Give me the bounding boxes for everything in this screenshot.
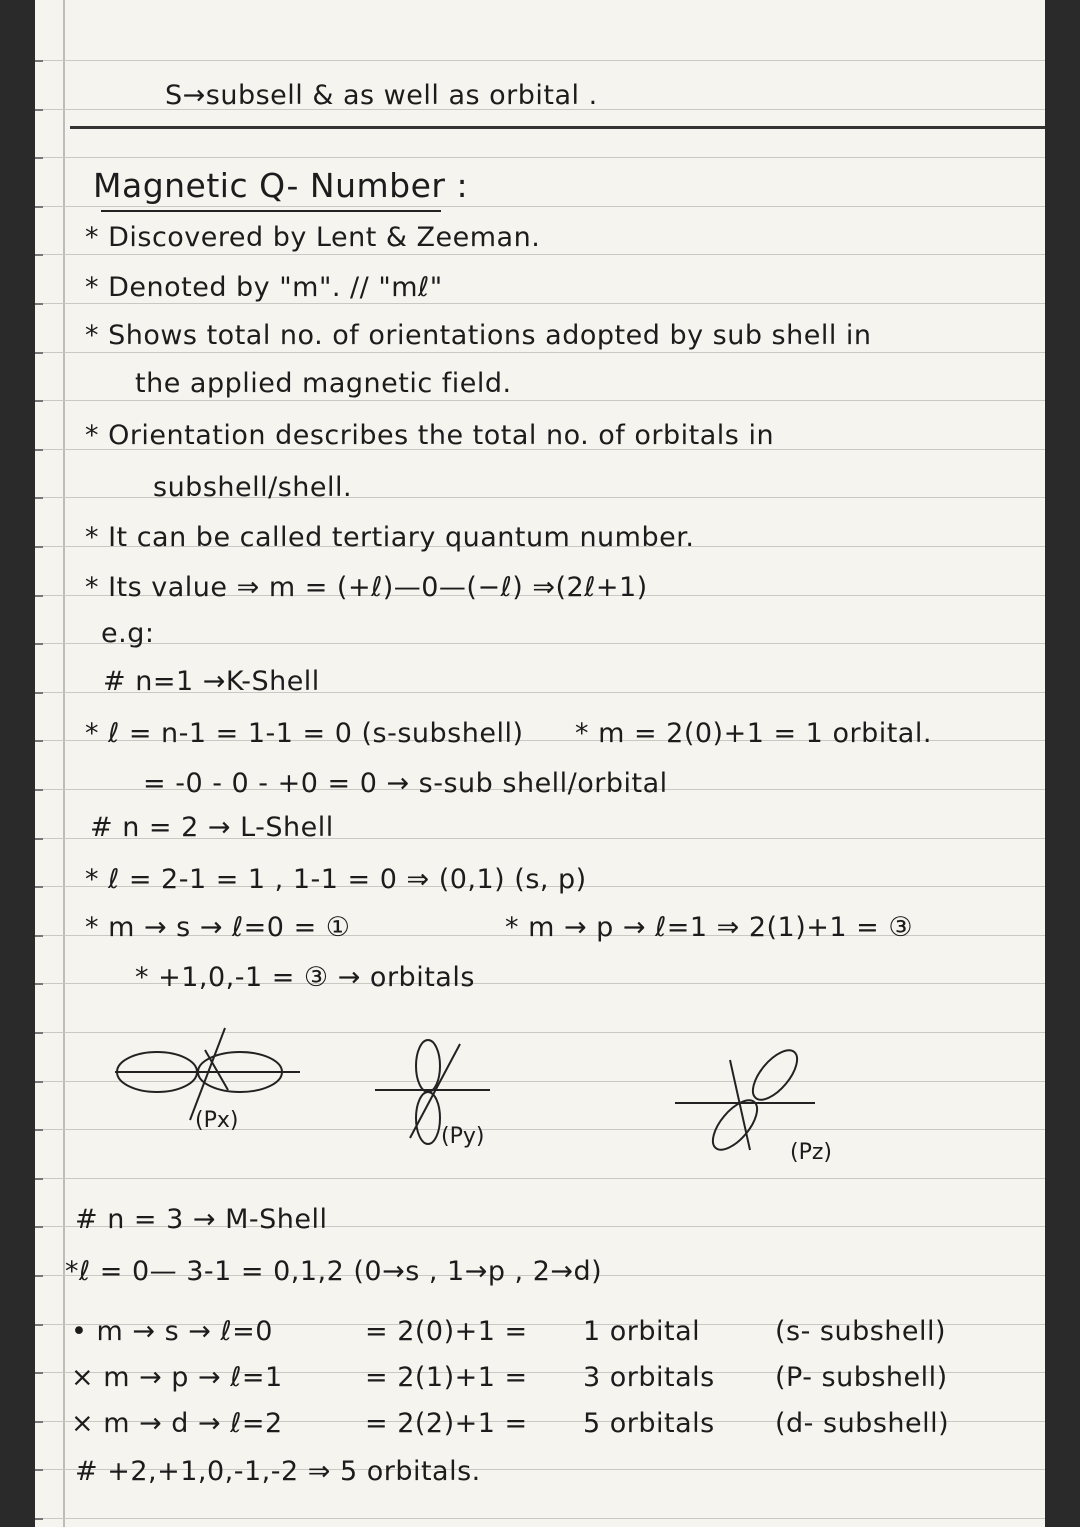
notebook-page	[35, 0, 1045, 1527]
binding-mark	[35, 206, 43, 208]
n1-l-line: * ℓ = n-1 = 1-1 = 0 (s-subshell)	[85, 718, 524, 749]
point-tertiary: * It can be called tertiary quantum number.	[85, 522, 695, 553]
binding-mark	[35, 109, 43, 111]
ruled-line	[35, 1518, 1045, 1519]
binding-mark	[35, 1372, 43, 1374]
n3-l-line: *ℓ = 0— 3-1 = 0,1,2 (0→s , 1→p , 2→d)	[65, 1256, 603, 1287]
binding-mark	[35, 254, 43, 256]
n3-row-count: 1 orbital	[583, 1316, 701, 1347]
binding-mark	[35, 886, 43, 888]
binding-mark	[35, 1324, 43, 1326]
binding-mark	[35, 157, 43, 159]
example-label: e.g:	[101, 618, 155, 649]
binding-mark	[35, 400, 43, 402]
binding-mark	[35, 983, 43, 985]
point-value: * Its value ⇒ m = (+ℓ)—0—(−ℓ) ⇒(2ℓ+1)	[85, 572, 648, 603]
binding-mark	[35, 740, 43, 742]
binding-mark	[35, 692, 43, 694]
binding-mark	[35, 60, 43, 62]
point-orientation: * Orientation describes the total no. of orbitals in	[85, 420, 775, 451]
n3-row-subshell: (P- subshell)	[775, 1362, 948, 1393]
binding-mark	[35, 643, 43, 645]
n3-row-calc: = 2(2)+1 =	[365, 1408, 528, 1439]
n3-header: # n = 3 → M-Shell	[75, 1204, 328, 1235]
binding-mark	[35, 1275, 43, 1277]
n3-row-count: 5 orbitals	[583, 1408, 715, 1439]
py-label: (Py)	[441, 1124, 485, 1149]
n1-header: # n=1 →K-Shell	[103, 666, 320, 697]
ruled-line	[35, 303, 1045, 304]
ruled-line	[35, 400, 1045, 401]
heading-underline	[101, 210, 441, 212]
n3-row-calc: = 2(0)+1 =	[365, 1316, 528, 1347]
point-discovered: * Discovered by Lent & Zeeman.	[85, 222, 541, 253]
ruled-line	[35, 352, 1045, 353]
point-denoted: * Denoted by "m". // "mℓ"	[85, 272, 443, 303]
n2-l-line: * ℓ = 2-1 = 1 , 1-1 = 0 ⇒ (0,1) (s, p)	[85, 864, 587, 895]
n1-values: = -0 - 0 - +0 = 0 → s-sub shell/orbital	[143, 768, 668, 799]
binding-mark	[35, 449, 43, 451]
binding-mark	[35, 352, 43, 354]
n3-row-calc: = 2(1)+1 =	[365, 1362, 528, 1393]
binding-mark	[35, 1226, 43, 1228]
point-orientation-cont: subshell/shell.	[153, 472, 353, 503]
binding-mark	[35, 1421, 43, 1423]
n2-m-p: * m → p → ℓ=1 ⇒ 2(1)+1 = ③	[505, 912, 914, 943]
binding-mark	[35, 303, 43, 305]
n1-m-line: * m = 2(0)+1 = 1 orbital.	[575, 718, 932, 749]
binding-mark	[35, 595, 43, 597]
ruled-line	[35, 157, 1045, 158]
px-label: (Px)	[195, 1108, 239, 1133]
n3-row-label: × m → p → ℓ=1	[71, 1362, 283, 1393]
point-shows: * Shows total no. of orientations adopted by sub shell in	[85, 320, 872, 351]
binding-mark	[35, 1469, 43, 1471]
n2-header: # n = 2 → L-Shell	[90, 812, 334, 843]
top-line: S→subsell & as well as orbital .	[165, 80, 598, 111]
section-divider	[70, 126, 1045, 129]
binding-mark	[35, 1178, 43, 1180]
ruled-line	[35, 254, 1045, 255]
binding-mark	[35, 1129, 43, 1131]
n3-values: # +2,+1,0,-1,-2 ⇒ 5 orbitals.	[75, 1456, 481, 1487]
page-heading: Magnetic Q- Number :	[93, 166, 469, 205]
n3-row-subshell: (s- subshell)	[775, 1316, 947, 1347]
binding-mark	[35, 935, 43, 937]
binding-mark	[35, 1032, 43, 1034]
n3-row-label: • m → s → ℓ=0	[71, 1316, 273, 1347]
n3-row-count: 3 orbitals	[583, 1362, 715, 1393]
n3-row-subshell: (d- subshell)	[775, 1408, 950, 1439]
binding-mark	[35, 1518, 43, 1520]
binding-mark	[35, 838, 43, 840]
ruled-line	[35, 643, 1045, 644]
pz-label: (Pz)	[790, 1140, 832, 1165]
ruled-line	[35, 60, 1045, 61]
margin-line	[63, 0, 65, 1527]
binding-mark	[35, 546, 43, 548]
binding-mark	[35, 497, 43, 499]
ruled-line	[35, 1178, 1045, 1179]
binding-mark	[35, 1081, 43, 1083]
ruled-line	[35, 206, 1045, 207]
binding-mark	[35, 789, 43, 791]
n3-row-label: × m → d → ℓ=2	[71, 1408, 283, 1439]
point-shows-cont: the applied magnetic field.	[135, 368, 512, 399]
n2-m-s: * m → s → ℓ=0 = ①	[85, 912, 351, 943]
n2-values: * +1,0,-1 = ③ → orbitals	[135, 962, 475, 993]
